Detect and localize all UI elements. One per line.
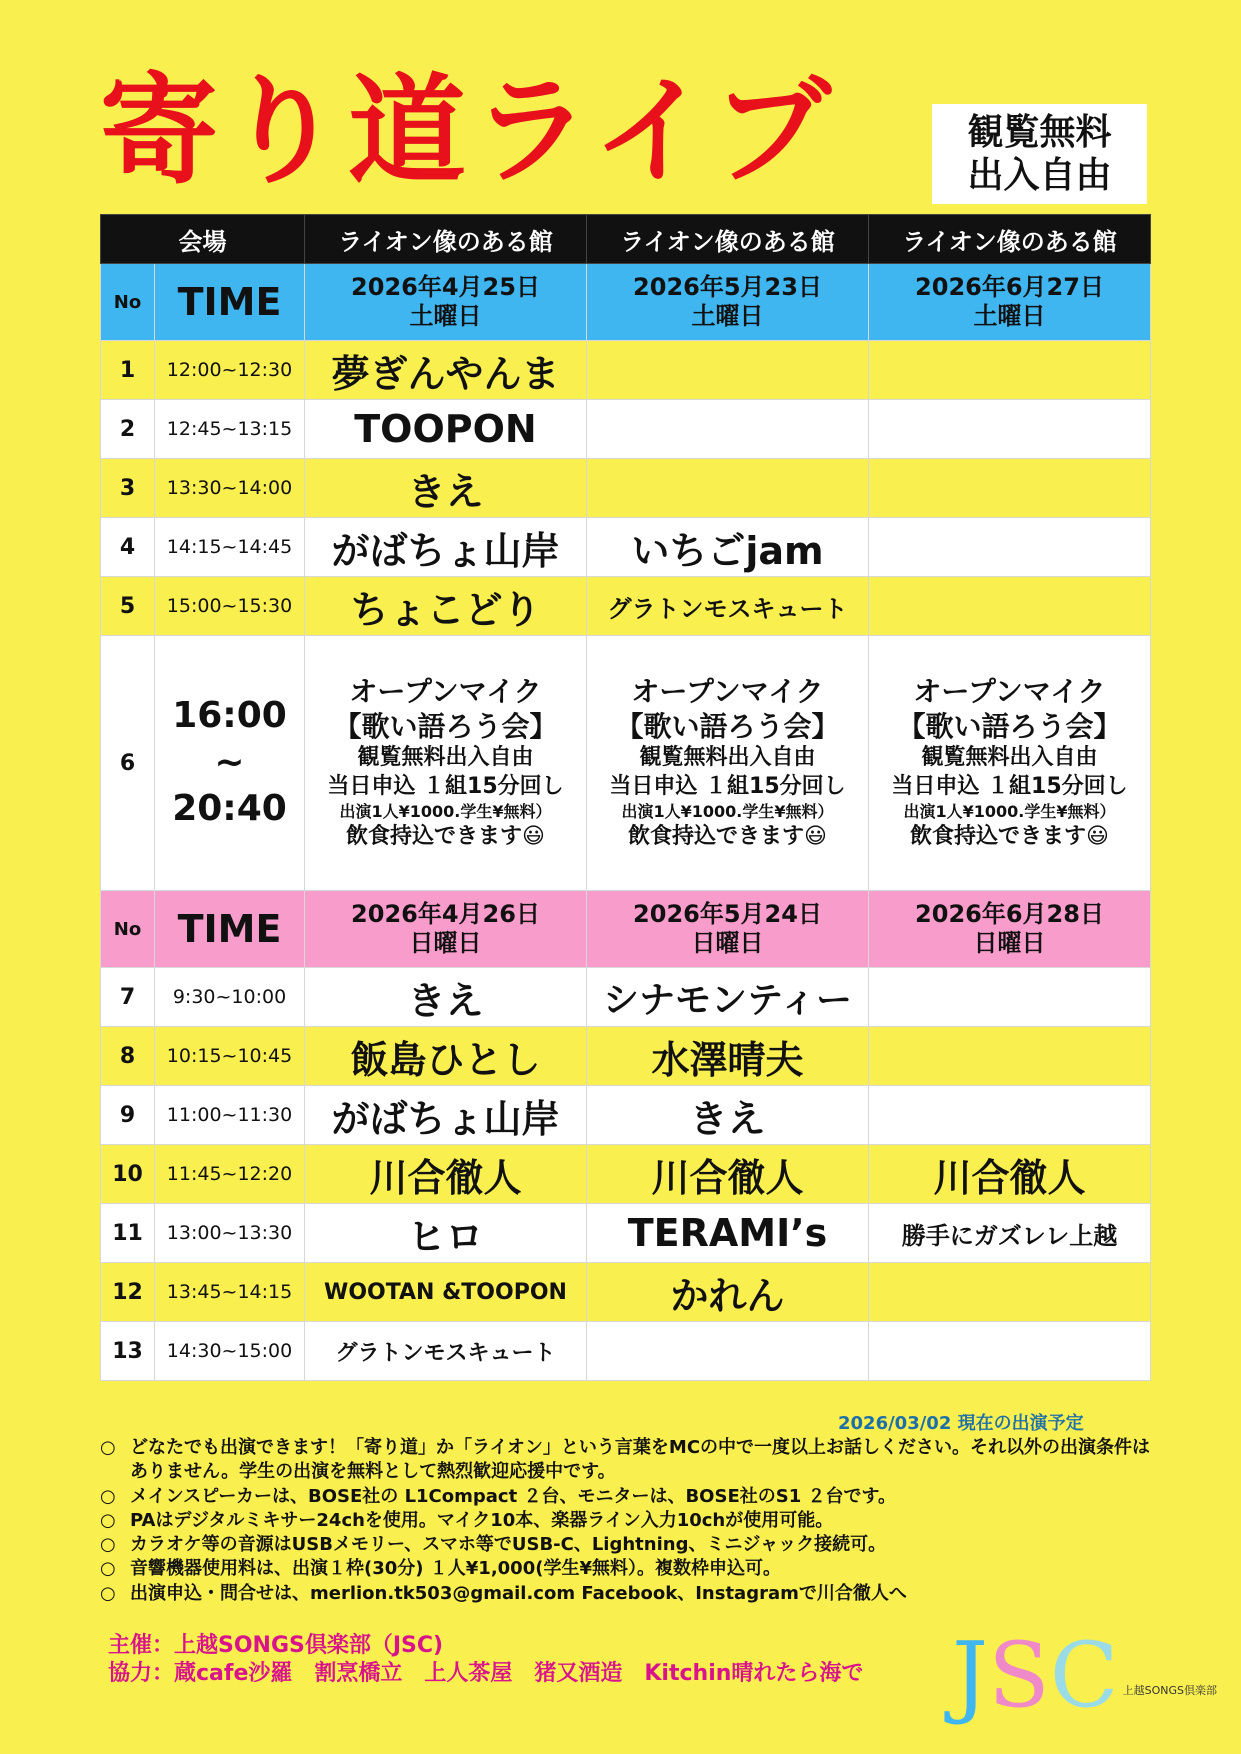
saturday-header-row bbox=[101, 264, 1151, 341]
badge-line-1: 観覧無料 bbox=[967, 111, 1112, 153]
logo-subtitle: 上越SONGS倶楽部 bbox=[1122, 1684, 1218, 1697]
slot-number: 13 bbox=[101, 1322, 155, 1381]
table-row bbox=[101, 459, 1151, 518]
performer-cell: 水澤晴夫 bbox=[587, 1027, 869, 1086]
performer-cell: シナモンティー bbox=[587, 968, 869, 1027]
weekday-text: 日曜日 bbox=[691, 929, 764, 957]
performer-cell: TERAMI’s bbox=[587, 1204, 869, 1263]
slot-time: 14:15~14:45 bbox=[155, 518, 305, 577]
logo-letter-j: J bbox=[952, 1623, 989, 1728]
time-separator: ~ bbox=[214, 741, 245, 783]
bullet-icon: ○ bbox=[100, 1437, 116, 1458]
badge-line-2: 出入自由 bbox=[967, 155, 1112, 196]
list-item bbox=[100, 1436, 1160, 1485]
slot-number: 3 bbox=[101, 459, 155, 518]
open-mic-title: オープンマイク bbox=[913, 674, 1106, 708]
performer-cell bbox=[869, 341, 1151, 400]
list-item bbox=[100, 1557, 1160, 1581]
open-mic-time bbox=[155, 636, 305, 891]
venue-row bbox=[101, 215, 1151, 264]
open-mic-line: 当日申込 １組15分回し bbox=[891, 773, 1128, 799]
open-mic-subtitle: 【歌い語ろう会】 bbox=[897, 709, 1122, 743]
slot-number: 2 bbox=[101, 400, 155, 459]
performer-cell: ヒロ bbox=[305, 1204, 587, 1263]
slot-time: 13:30~14:00 bbox=[155, 459, 305, 518]
list-item bbox=[100, 1582, 1160, 1606]
slot-time: 13:00~13:30 bbox=[155, 1204, 305, 1263]
bullet-icon: ○ bbox=[100, 1534, 116, 1556]
note-text: PAはデジタルミキサー24chを使用。マイク10本、楽器ライン入力10chが使用可能。 bbox=[130, 1509, 834, 1531]
bullet-icon: ○ bbox=[100, 1509, 116, 1531]
performer-cell: 夢ぎんやんま bbox=[305, 341, 587, 400]
open-mic-line: 飲食持込できます😃 bbox=[910, 824, 1109, 850]
venue-label: 会場 bbox=[101, 215, 305, 264]
list-item bbox=[100, 1509, 1160, 1533]
slot-time: 12:00~12:30 bbox=[155, 341, 305, 400]
notes-list bbox=[100, 1436, 1160, 1606]
note-text: メインスピーカーは、BOSE社の L1Compact ２台、モニターは、BOSE社のS1 ２台です。 bbox=[130, 1485, 897, 1507]
open-mic-line: 出演1人¥1000.学生¥無料） bbox=[903, 802, 1116, 822]
performer-cell: ちょこどり bbox=[305, 577, 587, 636]
date-header bbox=[305, 264, 587, 341]
performer-cell bbox=[869, 1027, 1151, 1086]
open-mic-title: オープンマイク bbox=[631, 674, 824, 708]
table-row bbox=[101, 1204, 1151, 1263]
date-header bbox=[869, 891, 1151, 968]
table-row bbox=[101, 1145, 1151, 1204]
open-mic-line: 観覧無料出入自由 bbox=[921, 744, 1098, 770]
date-text: 2026年4月26日 bbox=[351, 900, 540, 929]
slot-time: 12:45~13:15 bbox=[155, 400, 305, 459]
performer-cell bbox=[869, 400, 1151, 459]
footer-credits bbox=[108, 1632, 863, 1687]
date-text: 2026年6月27日 bbox=[915, 273, 1104, 302]
open-mic-row bbox=[101, 636, 1151, 891]
note-text: 音響機器使用料は、出演１枠(30分) １人¥1,000(学生¥無料）。複数枠申込可。 bbox=[130, 1558, 781, 1580]
weekday-text: 土曜日 bbox=[409, 302, 482, 330]
free-admission-badge bbox=[932, 104, 1147, 204]
open-mic-title: オープンマイク bbox=[349, 674, 542, 708]
open-mic-subtitle: 【歌い語ろう会】 bbox=[615, 709, 840, 743]
performer-cell: 川合徹人 bbox=[869, 1145, 1151, 1204]
slot-time: 9:30~10:00 bbox=[155, 968, 305, 1027]
note-text: どなたでも出演できます！「寄り道」か「ライオン」という言葉をMCの中で一度以上お話しください。それ以外の出演条件はありません。学生の出演を無料として熱烈歓迎応援中です。 bbox=[130, 1437, 1151, 1483]
performer-cell: グラトンモスキュート bbox=[587, 577, 869, 636]
open-mic-line: 観覧無料出入自由 bbox=[357, 744, 534, 770]
performer-cell bbox=[587, 1322, 869, 1381]
jsc-logo bbox=[952, 1616, 1218, 1728]
performer-cell bbox=[869, 1322, 1151, 1381]
weekday-text: 土曜日 bbox=[973, 302, 1046, 330]
performer-cell bbox=[587, 459, 869, 518]
performer-cell bbox=[869, 459, 1151, 518]
venue-cell: ライオン像のある館 bbox=[587, 215, 869, 264]
date-text: 2026年5月23日 bbox=[633, 273, 822, 302]
date-header bbox=[869, 264, 1151, 341]
table-row bbox=[101, 1322, 1151, 1381]
open-mic-line: 飲食持込できます😃 bbox=[346, 824, 545, 850]
slot-number: 10 bbox=[101, 1145, 155, 1204]
table-row bbox=[101, 341, 1151, 400]
table-row bbox=[101, 1086, 1151, 1145]
logo-letter-s: S bbox=[988, 1623, 1050, 1728]
date-text: 2026年4月25日 bbox=[351, 273, 540, 302]
date-header bbox=[305, 891, 587, 968]
table-row bbox=[101, 968, 1151, 1027]
open-mic-line: 当日申込 １組15分回し bbox=[609, 773, 846, 799]
bullet-icon: ○ bbox=[100, 1558, 116, 1580]
open-mic-cell bbox=[587, 636, 869, 891]
date-header bbox=[587, 891, 869, 968]
date-header bbox=[587, 264, 869, 341]
table-row bbox=[101, 518, 1151, 577]
slot-time: 10:15~10:45 bbox=[155, 1027, 305, 1086]
date-text: 2026年6月28日 bbox=[915, 900, 1104, 929]
list-item bbox=[100, 1533, 1160, 1557]
performer-cell bbox=[869, 1263, 1151, 1322]
updated-note: 2026/03/02 現在の出演予定 bbox=[838, 1413, 1084, 1434]
performer-cell: がばちょ山岸 bbox=[305, 518, 587, 577]
no-header: No bbox=[101, 264, 155, 341]
open-mic-subtitle: 【歌い語ろう会】 bbox=[333, 709, 558, 743]
sunday-header-row bbox=[101, 891, 1151, 968]
no-header: No bbox=[101, 891, 155, 968]
slot-number: 9 bbox=[101, 1086, 155, 1145]
note-text: 出演申込・問合せは、merlion.tk503@gmail.com Facebook、Instagramで川合徹人へ bbox=[130, 1582, 907, 1604]
slot-number: 8 bbox=[101, 1027, 155, 1086]
table-row bbox=[101, 1027, 1151, 1086]
table-row bbox=[101, 577, 1151, 636]
performer-cell: いちごjam bbox=[587, 518, 869, 577]
performer-cell: きえ bbox=[305, 459, 587, 518]
table-row bbox=[101, 400, 1151, 459]
open-mic-line: 当日申込 １組15分回し bbox=[327, 773, 564, 799]
open-mic-line: 飲食持込できます😃 bbox=[628, 824, 827, 850]
performer-cell bbox=[587, 400, 869, 459]
slot-number: 6 bbox=[101, 636, 155, 891]
open-mic-cell bbox=[869, 636, 1151, 891]
slot-number: 12 bbox=[101, 1263, 155, 1322]
organizer-text: 主催：上越SONGS倶楽部（JSC) bbox=[108, 1633, 444, 1658]
performer-cell: 川合徹人 bbox=[305, 1145, 587, 1204]
list-item bbox=[100, 1485, 1160, 1509]
performer-cell bbox=[869, 577, 1151, 636]
schedule-table bbox=[100, 214, 1151, 1381]
performer-cell: かれん bbox=[587, 1263, 869, 1322]
page-title: 寄り道ライブ bbox=[100, 62, 837, 200]
venue-cell: ライオン像のある館 bbox=[305, 215, 587, 264]
performer-cell: グラトンモスキュート bbox=[305, 1322, 587, 1381]
open-mic-line: 出演1人¥1000.学生¥無料） bbox=[621, 802, 834, 822]
open-mic-line: 観覧無料出入自由 bbox=[639, 744, 816, 770]
time-start: 16:00 bbox=[172, 694, 287, 736]
performer-cell bbox=[587, 341, 869, 400]
venue-cell: ライオン像のある館 bbox=[869, 215, 1151, 264]
performer-cell: 川合徹人 bbox=[587, 1145, 869, 1204]
performer-cell bbox=[869, 518, 1151, 577]
performer-cell: 勝手にガズレレ上越 bbox=[869, 1204, 1151, 1263]
slot-time: 14:30~15:00 bbox=[155, 1322, 305, 1381]
logo-letter-c: C bbox=[1049, 1623, 1119, 1728]
bullet-icon: ○ bbox=[100, 1485, 116, 1507]
performer-cell: 飯島ひとし bbox=[305, 1027, 587, 1086]
time-header: TIME bbox=[155, 891, 305, 968]
slot-number: 5 bbox=[101, 577, 155, 636]
time-header: TIME bbox=[155, 264, 305, 341]
slot-number: 1 bbox=[101, 341, 155, 400]
bullet-icon: ○ bbox=[100, 1582, 116, 1604]
performer-cell: きえ bbox=[305, 968, 587, 1027]
slot-number: 4 bbox=[101, 518, 155, 577]
performer-cell: がばちょ山岸 bbox=[305, 1086, 587, 1145]
slot-time: 11:45~12:20 bbox=[155, 1145, 305, 1204]
table-row bbox=[101, 1263, 1151, 1322]
note-text: カラオケ等の音源はUSBメモリー、スマホ等でUSB-C、Lightning、ミニジャック接続可。 bbox=[130, 1534, 887, 1556]
weekday-text: 日曜日 bbox=[973, 929, 1046, 957]
performer-cell: きえ bbox=[587, 1086, 869, 1145]
performer-cell bbox=[869, 1086, 1151, 1145]
slot-number: 11 bbox=[101, 1204, 155, 1263]
performer-cell: WOOTAN &TOOPON bbox=[305, 1263, 587, 1322]
weekday-text: 土曜日 bbox=[691, 302, 764, 330]
performer-cell: TOOPON bbox=[305, 400, 587, 459]
time-end: 20:40 bbox=[172, 788, 287, 830]
cooperation-text: 協力：蔵cafe沙羅 割烹橋立 上人茶屋 猪又酒造 Kitchin晴れたら海で bbox=[108, 1660, 864, 1686]
weekday-text: 日曜日 bbox=[409, 929, 482, 957]
open-mic-cell bbox=[305, 636, 587, 891]
slot-number: 7 bbox=[101, 968, 155, 1027]
open-mic-line: 出演1人¥1000.学生¥無料） bbox=[339, 802, 552, 822]
slot-time: 15:00~15:30 bbox=[155, 577, 305, 636]
performer-cell bbox=[869, 968, 1151, 1027]
date-text: 2026年5月24日 bbox=[633, 900, 822, 929]
slot-time: 11:00~11:30 bbox=[155, 1086, 305, 1145]
slot-time: 13:45~14:15 bbox=[155, 1263, 305, 1322]
